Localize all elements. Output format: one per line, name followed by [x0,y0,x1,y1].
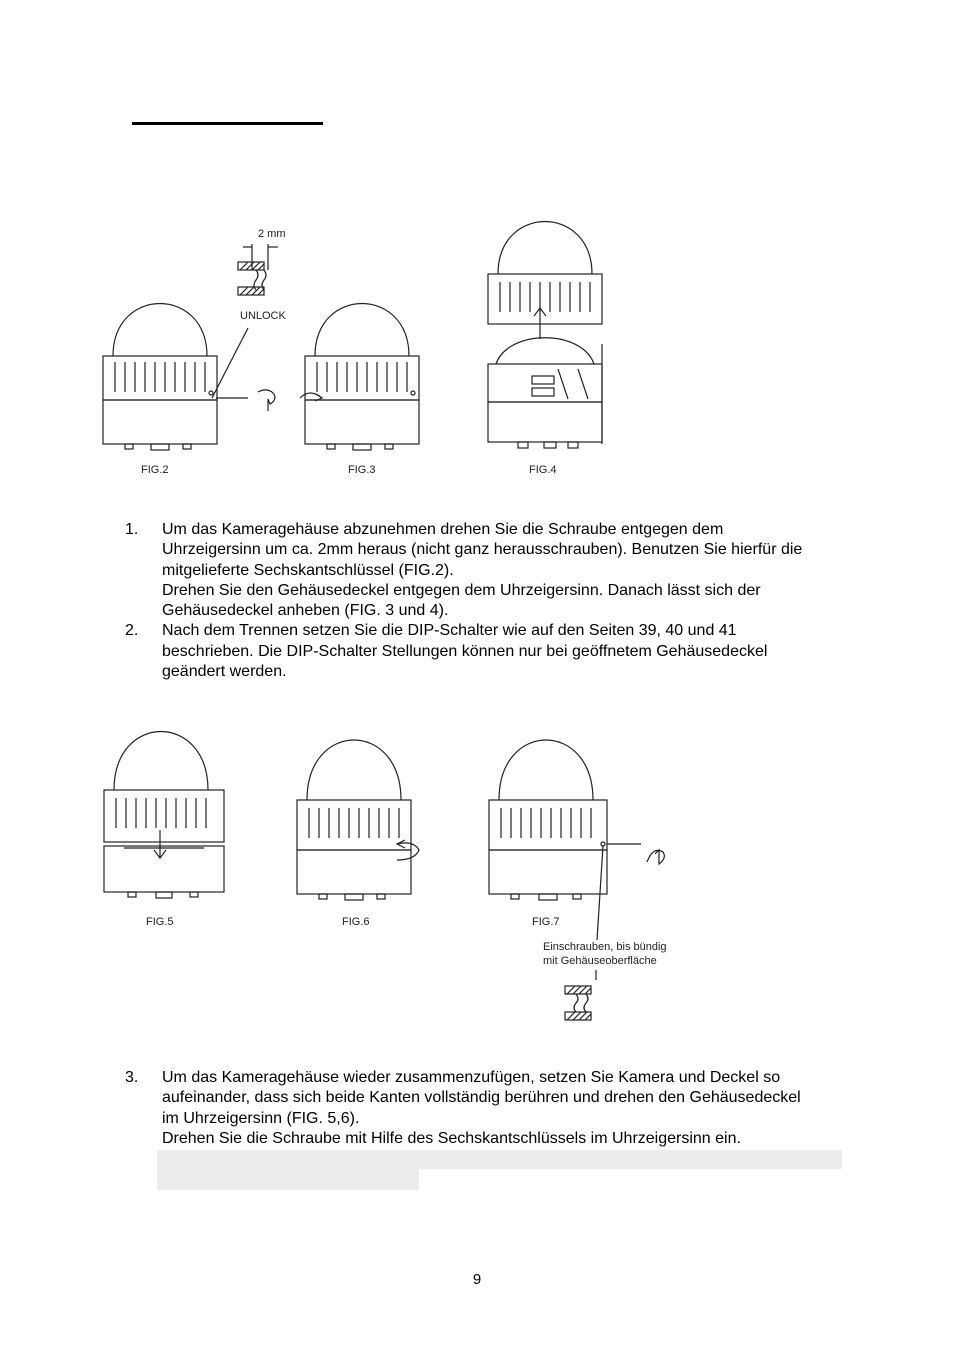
unlock-label: UNLOCK [240,310,286,322]
step-line: beschrieben. Die DIP-Schalter Stellungen können nur bei geöffnetem Gehäusedeckel [162,642,768,660]
step-line: im Uhrzeigersinn (FIG. 5,6). [162,1109,360,1127]
highlight-band [157,1169,419,1190]
caption-fig5: FIG.5 [146,916,174,928]
instruction-list-top [120,520,880,682]
page-number: 9 [472,1271,482,1288]
step-number: 3. [125,1069,139,1086]
step-line: Gehäusedeckel anheben (FIG. 3 und 4). [162,602,449,620]
step-line: Nach dem Trennen setzen Sie die DIP-Schalter wie auf den Seiten 39, 40 und 41 [162,622,737,640]
step-line: mitgelieferte Sechskantschlüssel (FIG.2). [162,561,454,579]
caption-fig6: FIG.6 [342,916,370,928]
step-line: Uhrzeigersinn um ca. 2mm heraus (nicht ganz herausschrauben). Benutzen Sie hierfür die [162,541,803,559]
caption-fig4: FIG.4 [529,464,557,476]
step-line: Um das Kameragehäuse abzunehmen drehen Sie die Schraube entgegen dem [162,521,724,538]
caption-fig7: FIG.7 [532,916,560,928]
step-line: Drehen Sie die Schraube mit Hilfe des Sechskantschlüssels im Uhrzeigersinn ein. [162,1129,741,1147]
caption-fig2: FIG.2 [141,464,169,476]
step-line: aufeinander, dass sich beide Kanten vollständig berühren und drehen den Gehäusedeckel [162,1089,801,1107]
flush-note-line1: Einschrauben, bis bündig [543,941,667,953]
step-text [162,621,767,682]
step-text [162,1068,801,1149]
caption-fig3: FIG.3 [348,464,376,476]
step-line: Um das Kameragehäuse wieder zusammenzufügen, setzen Sie Kamera und Deckel so [162,1069,781,1086]
instruction-list-bottom [120,1068,880,1149]
step-item [120,621,880,682]
step-line: geändert werden. [162,663,287,681]
step-text [162,520,802,621]
highlight-band [157,1150,842,1169]
step-number: 1. [125,521,139,538]
dimension-label: 2 mm [258,228,286,240]
step-item [120,520,880,621]
step-line: Drehen Sie den Gehäusedeckel entgegen dem Uhrzeigersinn. Danach lässt sich der [162,581,761,599]
step-item [120,1068,880,1149]
flush-note-line2: mit Gehäuseoberfläche [543,955,657,967]
step-number: 2. [125,622,139,640]
